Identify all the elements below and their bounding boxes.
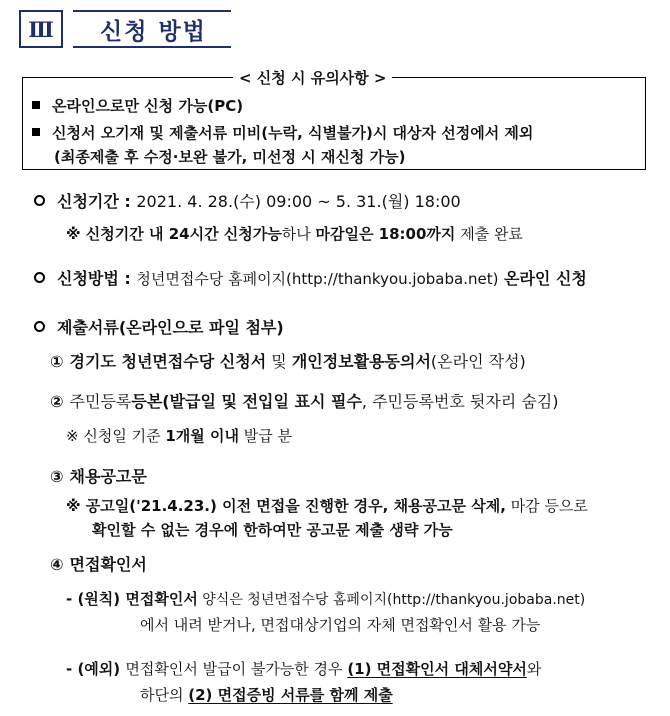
period-note: ※ 신청기간 내 24시간 신청가능하나 마감일은 18:00까지 제출 완료 [66,225,523,243]
document-item-2: ② 주민등록등본(발급일 및 전입일 표시 필수, 주민등록번호 뒷자리 숨김) [50,392,559,411]
document-item-3-note-continuation: 확인할 수 없는 경우에 한하여만 공고문 제출 생략 가능 [92,521,453,539]
notice-title: < 신청 시 유의사항 > [233,67,392,88]
document-item-1: ① 경기도 청년면접수당 신청서 및 개인정보활용동의서(온라인 작성) [50,352,526,371]
document-item-3-note: ※ 공고일('21.4.23.) 이전 면접을 진행한 경우, 채용공고문 삭제, 마감 등으로 [66,497,588,515]
circle-bullet-icon [34,321,45,332]
principle-continuation: 에서 내려 받거나, 면접대상기업의 자체 면접확인서 활용 가능 [140,616,541,634]
documents-heading: 제출서류(온라인으로 파일 첨부) [34,315,284,338]
notice-item: 신청서 오기재 및 제출서류 미비(누락, 식별불가)시 대상자 선정에서 제외 [32,122,533,143]
circle-bullet-icon [34,195,45,206]
document-item-4: ④ 면접확인서 [50,555,147,574]
square-bullet-icon [32,128,40,136]
notice-item-continuation: (최종제출 후 수정·보완 불가, 미선정 시 재신청 가능) [54,148,406,166]
notice-item: 온라인으로만 신청 가능(PC) [32,95,243,116]
period-line: 신청기간 : 2021. 4. 28.(수) 09:00 ~ 5. 31.(월) 18:00 [34,189,461,212]
circle-bullet-icon [34,272,45,283]
exception-line: - (예외) 면접확인서 발급이 불가능한 경우 (1) 면접확인서 대체서약서와 [66,660,542,678]
exception-continuation: 하단의 (2) 면접증빙 서류를 함께 제출 [140,686,393,704]
method-line: 신청방법 : 청년면접수당 홈페이지(http://thankyou.jobaba.net) 온라인 신청 [34,266,587,289]
document-item-2-note: ※ 신청일 기준 1개월 이내 발급 분 [66,427,292,445]
square-bullet-icon [32,101,40,109]
section-number: Ⅲ [19,10,63,48]
document-item-3: ③ 채용공고문 [50,467,147,486]
principle-line: - (원칙) 면접확인서 양식은 청년면접수당 홈페이지(http://thankyou.jobaba.net) [66,590,586,608]
section-title: 신청 방법 [100,19,207,45]
